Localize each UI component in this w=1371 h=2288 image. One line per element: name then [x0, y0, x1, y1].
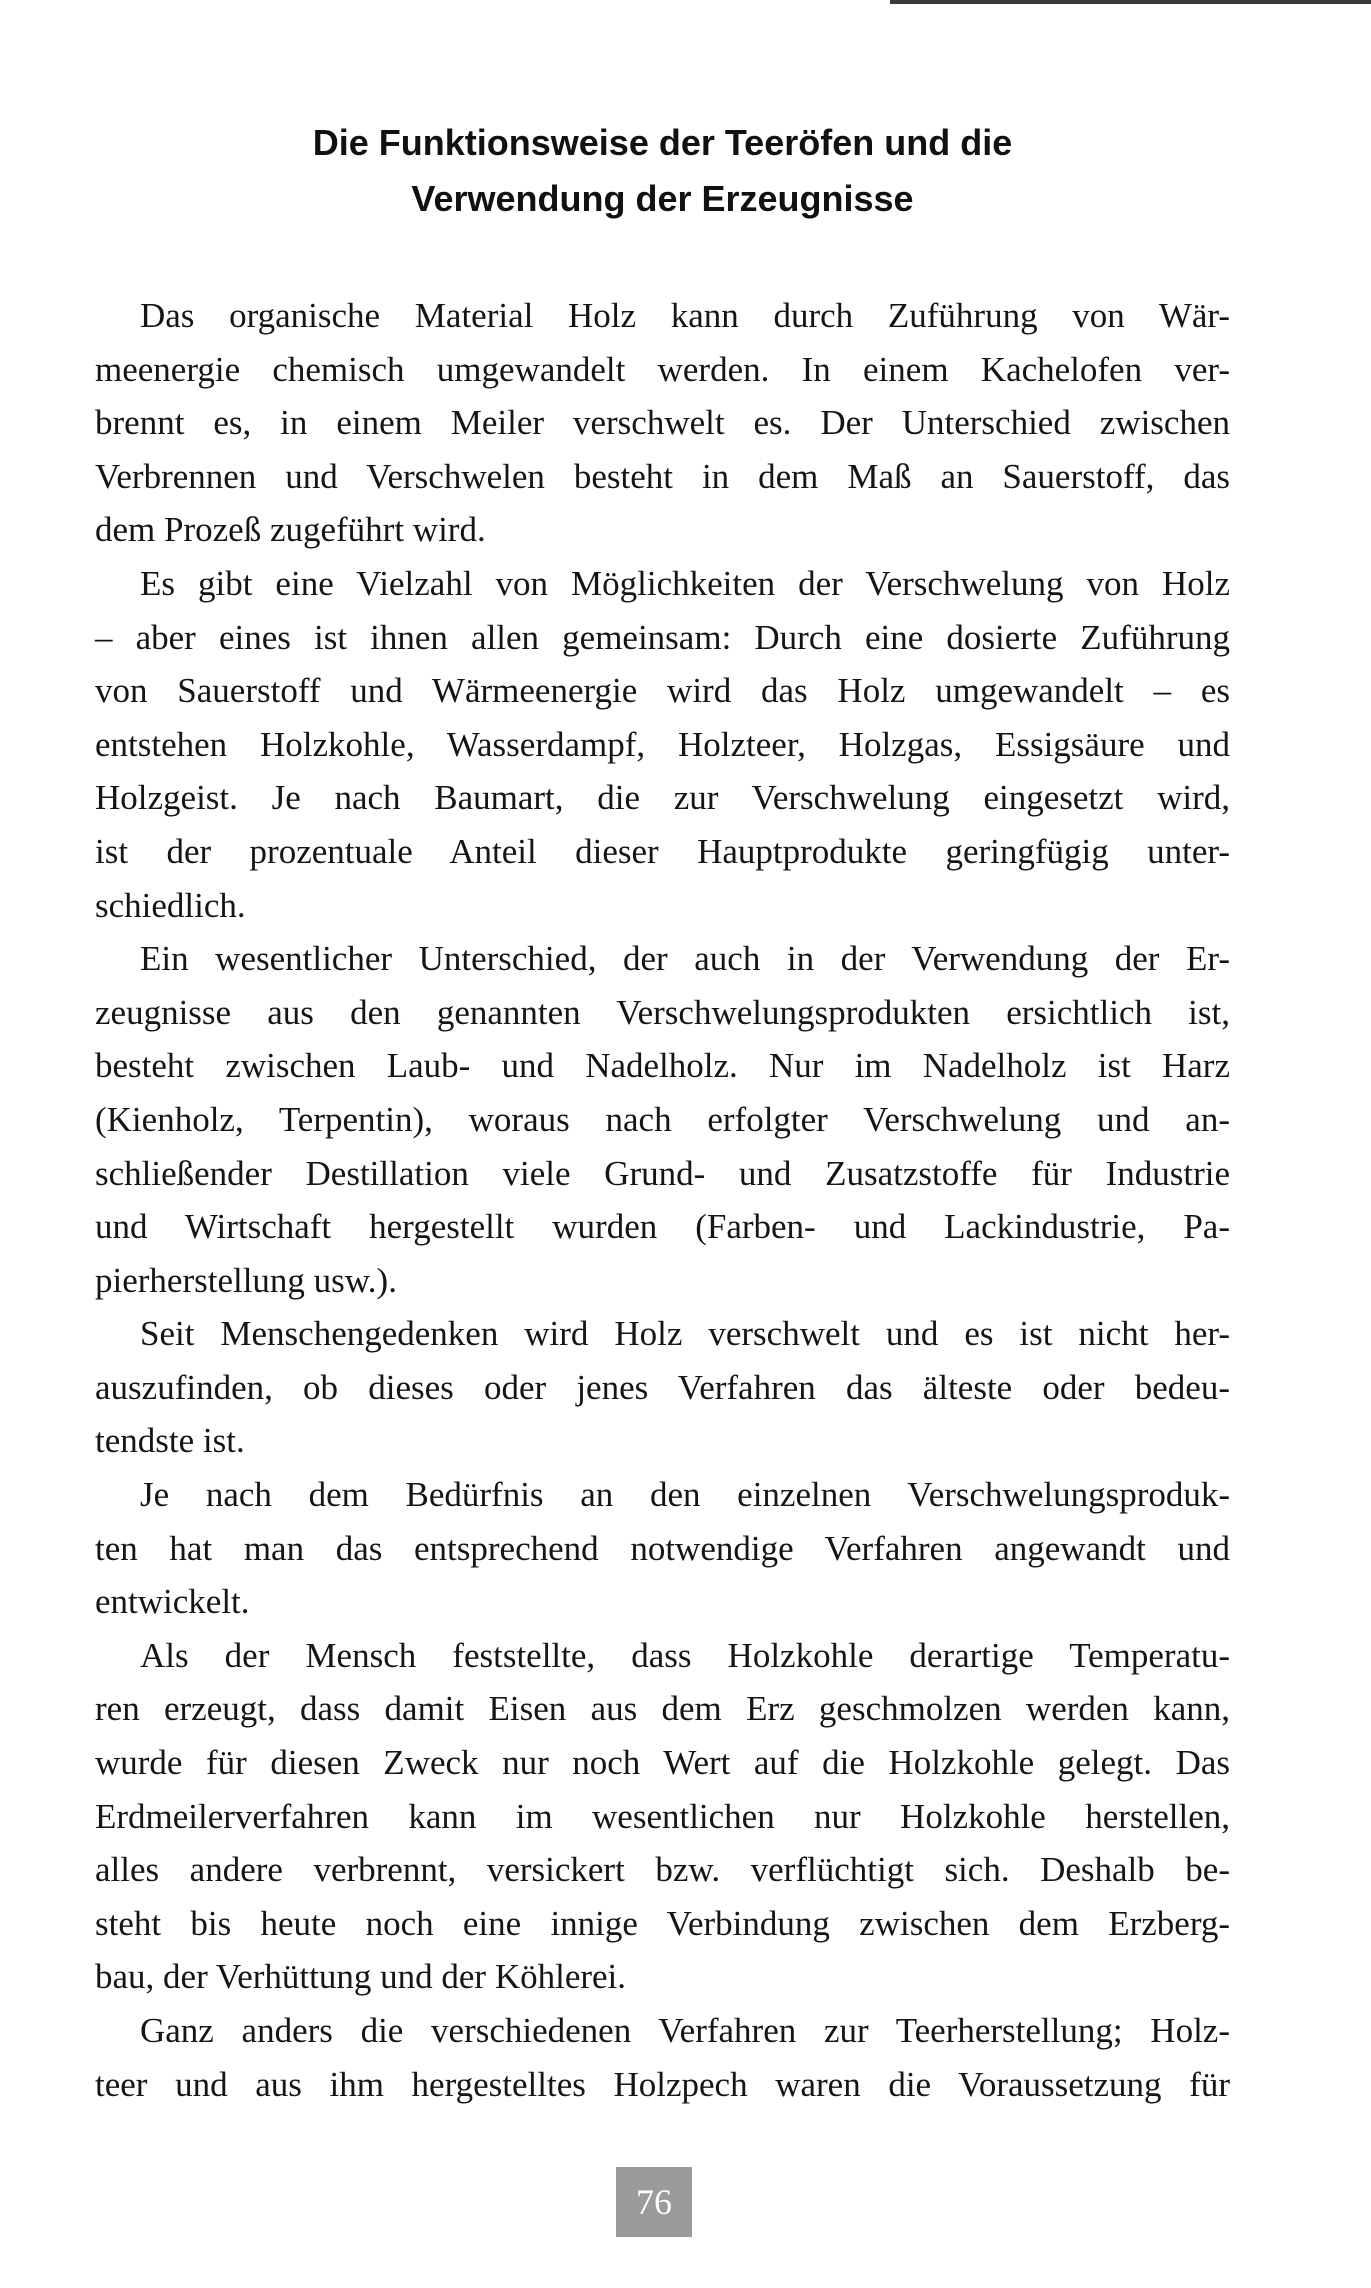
text-line: teer und aus ihm hergestelltes Holzpech waren die Voraussetzung für — [95, 2064, 1230, 2104]
text-line: Seit Menschengedenken wird Holz verschwelt und es ist nicht her- — [140, 1314, 1230, 1354]
heading-line-2: Verwendung der Erzeugnisse — [411, 178, 914, 219]
text-line: tendste ist. — [95, 1421, 245, 1461]
text-line: Es gibt eine Vielzahl von Möglichkeiten der Verschwelung von Holz — [140, 563, 1230, 603]
text-line: zeugnisse aus den genannten Verschwelungsprodukten ersichtlich ist, — [95, 992, 1230, 1032]
heading-line-1: Die Funktionsweise der Teeröfen und die — [312, 122, 1013, 163]
text-line: schließender Destillation viele Grund- und Zusatzstoffe für Industrie — [95, 1153, 1230, 1193]
text-line: bau, der Verhüttung und der Köhlerei. — [95, 1957, 627, 1997]
text-line: entwickelt. — [95, 1582, 250, 1622]
text-line: auszufinden, ob dieses oder jenes Verfahren das älteste oder bedeu- — [95, 1367, 1230, 1407]
text-line: dem Prozeß zugeführt wird. — [95, 510, 486, 550]
text-line: steht bis heute noch eine innige Verbindung zwischen dem Erzberg- — [95, 1903, 1230, 1943]
text-line: Erdmeilerverfahren kann im wesentlichen nur Holzkohle herstellen, — [95, 1796, 1230, 1836]
text-line: pierherstellung usw.). — [95, 1260, 397, 1300]
text-line: Als der Mensch feststellte, dass Holzkohle derartige Temperatu- — [140, 1635, 1230, 1675]
text-line: wurde für diesen Zweck nur noch Wert auf die Holzkohle gelegt. Das — [95, 1743, 1230, 1783]
text-line: (Kienholz, Terpentin), woraus nach erfolgter Verschwelung und an- — [95, 1099, 1230, 1139]
text-line: Ein wesentlicher Unterschied, der auch in der Verwendung der Er- — [140, 939, 1230, 979]
text-line: und Wirtschaft hergestellt wurden (Farben- und Lackindustrie, Pa- — [95, 1207, 1230, 1247]
page-number: 76 — [636, 2182, 672, 2222]
section-heading — [95, 115, 1230, 227]
paragraph — [95, 1468, 1230, 1629]
text-line: Holzgeist. Je nach Baumart, die zur Verschwelung eingesetzt wird, — [95, 778, 1230, 818]
paragraph — [95, 1307, 1230, 1468]
text-line: alles andere verbrennt, versickert bzw. verflüchtigt sich. Deshalb be- — [95, 1850, 1230, 1890]
text-line: meenergie chemisch umgewandelt werden. In einem Kachelofen ver- — [95, 349, 1230, 389]
top-rule — [890, 0, 1371, 4]
text-line: brennt es, in einem Meiler verschwelt es. Der Unterschied zwischen — [95, 403, 1230, 443]
text-line: von Sauerstoff und Wärmeenergie wird das Holz umgewandelt – es — [95, 671, 1230, 711]
text-line: besteht zwischen Laub- und Nadelholz. Nur im Nadelholz ist Harz — [95, 1046, 1230, 1086]
paragraph — [95, 289, 1230, 557]
text-line: ten hat man das entsprechend notwendige Verfahren angewandt und — [95, 1528, 1230, 1568]
paragraph — [95, 932, 1230, 1307]
page-number-box — [616, 2167, 692, 2237]
text-line: schiedlich. — [95, 885, 246, 925]
text-line: ist der prozentuale Anteil dieser Hauptprodukte geringfügig unter- — [95, 831, 1230, 871]
paragraph — [95, 557, 1230, 932]
paragraph — [95, 1629, 1230, 2004]
text-line: ren erzeugt, dass damit Eisen aus dem Erz geschmolzen werden kann, — [95, 1689, 1230, 1729]
text-line: Verbrennen und Verschwelen besteht in dem Maß an Sauerstoff, das — [95, 456, 1230, 496]
text-line: Je nach dem Bedürfnis an den einzelnen Verschwelungsproduk- — [140, 1475, 1230, 1515]
text-line: – aber eines ist ihnen allen gemeinsam: Durch eine dosierte Zuführung — [95, 617, 1230, 657]
text-line: Das organische Material Holz kann durch Zuführung von Wär- — [140, 296, 1230, 335]
paragraph — [95, 2004, 1230, 2111]
body-text — [95, 289, 1230, 2111]
page-content — [95, 115, 1230, 2111]
text-line: entstehen Holzkohle, Wasserdampf, Holzteer, Holzgas, Essigsäure und — [95, 724, 1230, 764]
text-line: Ganz anders die verschiedenen Verfahren zur Teerherstellung; Holz- — [140, 2011, 1230, 2050]
